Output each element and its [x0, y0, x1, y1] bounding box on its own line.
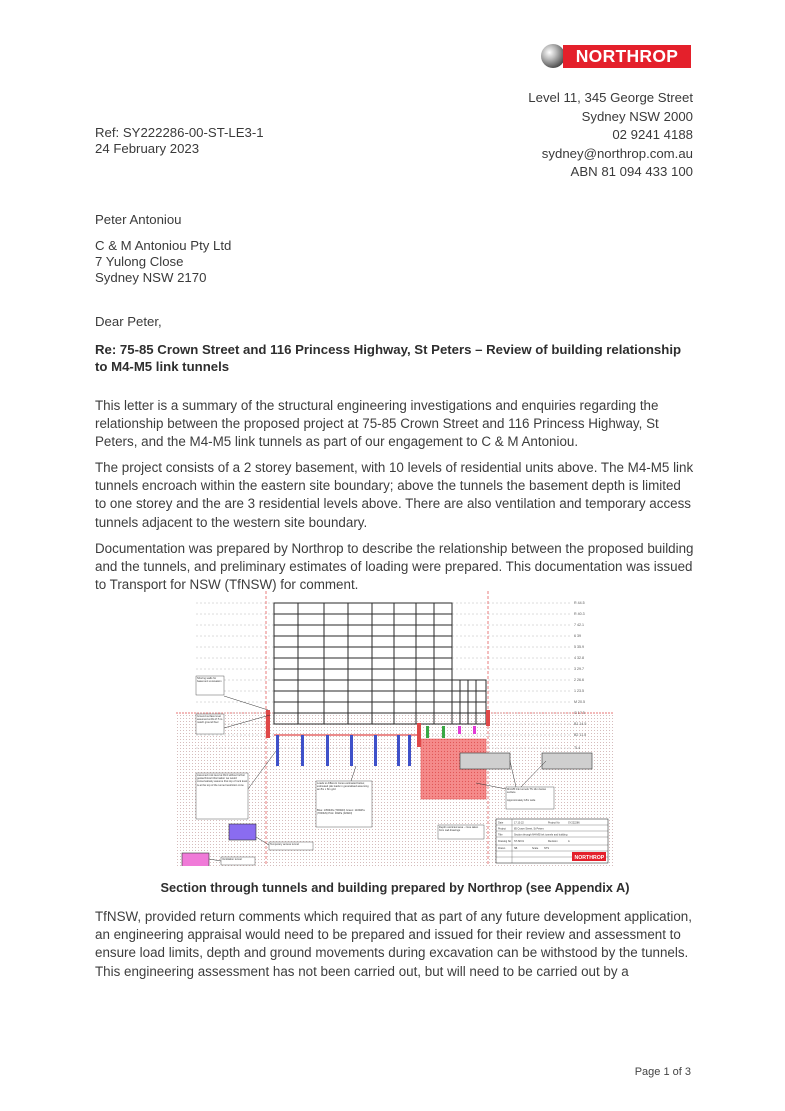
address-line-city: Sydney NSW 2000 [581, 108, 693, 124]
address-line-phone: 02 9241 4188 [612, 127, 693, 142]
note-temporary-tunnel: Temporary access tunnel [270, 843, 299, 846]
level-label: TL4 [574, 746, 581, 750]
m4m5-tunnel-west [460, 753, 510, 769]
note-load-values: Blue: 1350kPa (7000kN) Green: 1100kPa (7000kN) Pink: 30kPa (320kN) [317, 809, 365, 816]
level-label: M 20.5 [574, 700, 585, 704]
recipient-city: Sydney NSW 2170 [95, 270, 207, 285]
shoring-wall-west [266, 710, 270, 738]
tb-drawn-value: SB [514, 847, 518, 850]
tb-date-label: Date [498, 821, 504, 825]
logo-sphere-icon [541, 44, 565, 68]
tb-date-value: 17.10.22 [514, 821, 524, 825]
level-label: 3 29.7 [574, 667, 584, 671]
note-loads: Loads to different zones estimated below, estimated pile loads in generalised assuming an 8m x 8m grid [317, 782, 369, 792]
level-label: R 44.5 [574, 601, 585, 605]
northrop-logo [541, 43, 691, 71]
level-label: 4 32.8 [574, 656, 584, 660]
paragraph-3: Documentation was prepared by Northrop to describe the relationship between the proposed building and the tunnels, and preliminary estimates of loading were prepared. This documentation was issued to Transport for NSW (TfNSW) for comment. [95, 541, 694, 593]
paragraph-2: The project consists of a 2 storey basement, with 10 levels of residential units above. The M4-M5 link tunnels encroach within the eastern site boundary; above the tunnels the basement depth is limited to one storey and the are 3 residential levels above. There are also ventilation and temporary access tunnels adjacent to the western site boundary. [95, 460, 694, 530]
section-drawing [176, 591, 614, 866]
recipient-street: 7 Yulong Close [95, 254, 184, 269]
ventilation-tunnel [182, 853, 209, 866]
level-label: 2 26.6 [574, 678, 584, 682]
level-label: 7 42.1 [574, 623, 584, 627]
address-line-street: Level 11, 345 George Street [528, 90, 693, 105]
tb-title-label: Title [498, 833, 503, 837]
tb-revision-value: A [568, 840, 570, 843]
reference-number: Ref: SY222286-00-ST-LE3-1 [95, 125, 264, 140]
m4m5-tunnel-east [542, 753, 592, 769]
tb-project-no-label: Project No [548, 821, 560, 825]
paragraph-1: This letter is a summary of the structural engineering investigations and enquiries regarding the relationship between the proposed project at 75-85 Crown Street and 116 Princess Highway, St Peters, and the M4-M5 link tunnels as part of our engagement to C & M Antoniou. [95, 398, 659, 450]
address-line-abn: ABN 81 094 433 100 [570, 164, 693, 179]
paragraph-4: TfNSW, provided return comments which required that as part of any future development application, an engineering appraisal would need to be prepared and issued for their review and assessment to ensure load limits, depth and ground movements during excavation can be withstood by the tunnels. This engineering assessment has not been carried out, but will need to be carried out by a [95, 909, 692, 979]
office-address [528, 89, 693, 182]
recipient-company: C & M Antoniou Pty Ltd [95, 238, 232, 253]
level-label: G 17.5 [574, 711, 585, 715]
figure-caption: Section through tunnels and building prepared by Northrop (see Appendix A) [160, 880, 630, 895]
shoring-wall-east [486, 710, 490, 726]
page-number: Page 1 of 3 [634, 1066, 691, 1078]
note-approx-width: Approximately 18m wide [507, 799, 536, 802]
tb-scale-value: NTS [544, 847, 549, 850]
tb-project-no-value: SY222286 [568, 821, 580, 825]
logo-wordmark: NORTHROP [563, 45, 691, 68]
letter-date: 24 February 2023 [95, 141, 200, 156]
level-label: 1 23.5 [574, 689, 584, 693]
address-line-email[interactable]: sydney@northrop.com.au [541, 145, 693, 161]
note-m4m5-tunnels: M4-M5 link tunnels TS 14m below surface [507, 788, 547, 795]
temporary-access-tunnel [229, 824, 256, 840]
level-label: 6 39 [574, 634, 581, 638]
tb-revision-label: Revision [548, 840, 558, 843]
recipient-address [95, 238, 231, 286]
tb-drawing-value: ST-SK01 [514, 840, 525, 843]
letter-reference [95, 125, 264, 157]
note-ventilation-tunnel: Ventilation tunnel [222, 858, 242, 861]
level-label: 5 35.9 [574, 645, 584, 649]
level-label: B1 14.5 [574, 722, 587, 726]
tb-scale-label: Scale [532, 847, 539, 850]
drawing-title-block [496, 819, 608, 863]
tb-title-value: Section through M4-M5 link tunnels and building [514, 833, 568, 837]
shoring-wall-mid [417, 723, 421, 747]
note-depth-restricted: Depth restricted area - zone taken from cad drawings [439, 826, 479, 833]
tb-drawn-label: Drawn [498, 847, 506, 850]
note-shoring: Shoring walls for basement excavation [197, 677, 222, 684]
note-ground-level: Ground surface level assumed at RL17.5 to match ground floor [197, 715, 223, 725]
salutation: Dear Peter, [95, 314, 162, 329]
subject-line: Re: 75-85 Crown Street and 116 Princess Highway, St Peters – Review of building relationship to M4-M5 link tunnels [95, 342, 682, 374]
tb-project-value: 85 Crown Street, St Peters [514, 827, 544, 831]
level-label: B2 11.5 [574, 733, 587, 737]
building-frame [274, 603, 486, 724]
recipient-name: Peter Antoniou [95, 212, 182, 227]
tb-drawing-label: Drawing No [498, 840, 512, 843]
tb-project-label: Project [498, 827, 506, 831]
tb-logo-text: NORTHROP [574, 854, 605, 861]
note-rock-level: Assumed rock level at RL3 without further geotechnical information we would conservatively assume that top of rock level is at the top of the tunnel restriction zone [197, 774, 248, 787]
level-label: R 40.3 [574, 612, 585, 616]
